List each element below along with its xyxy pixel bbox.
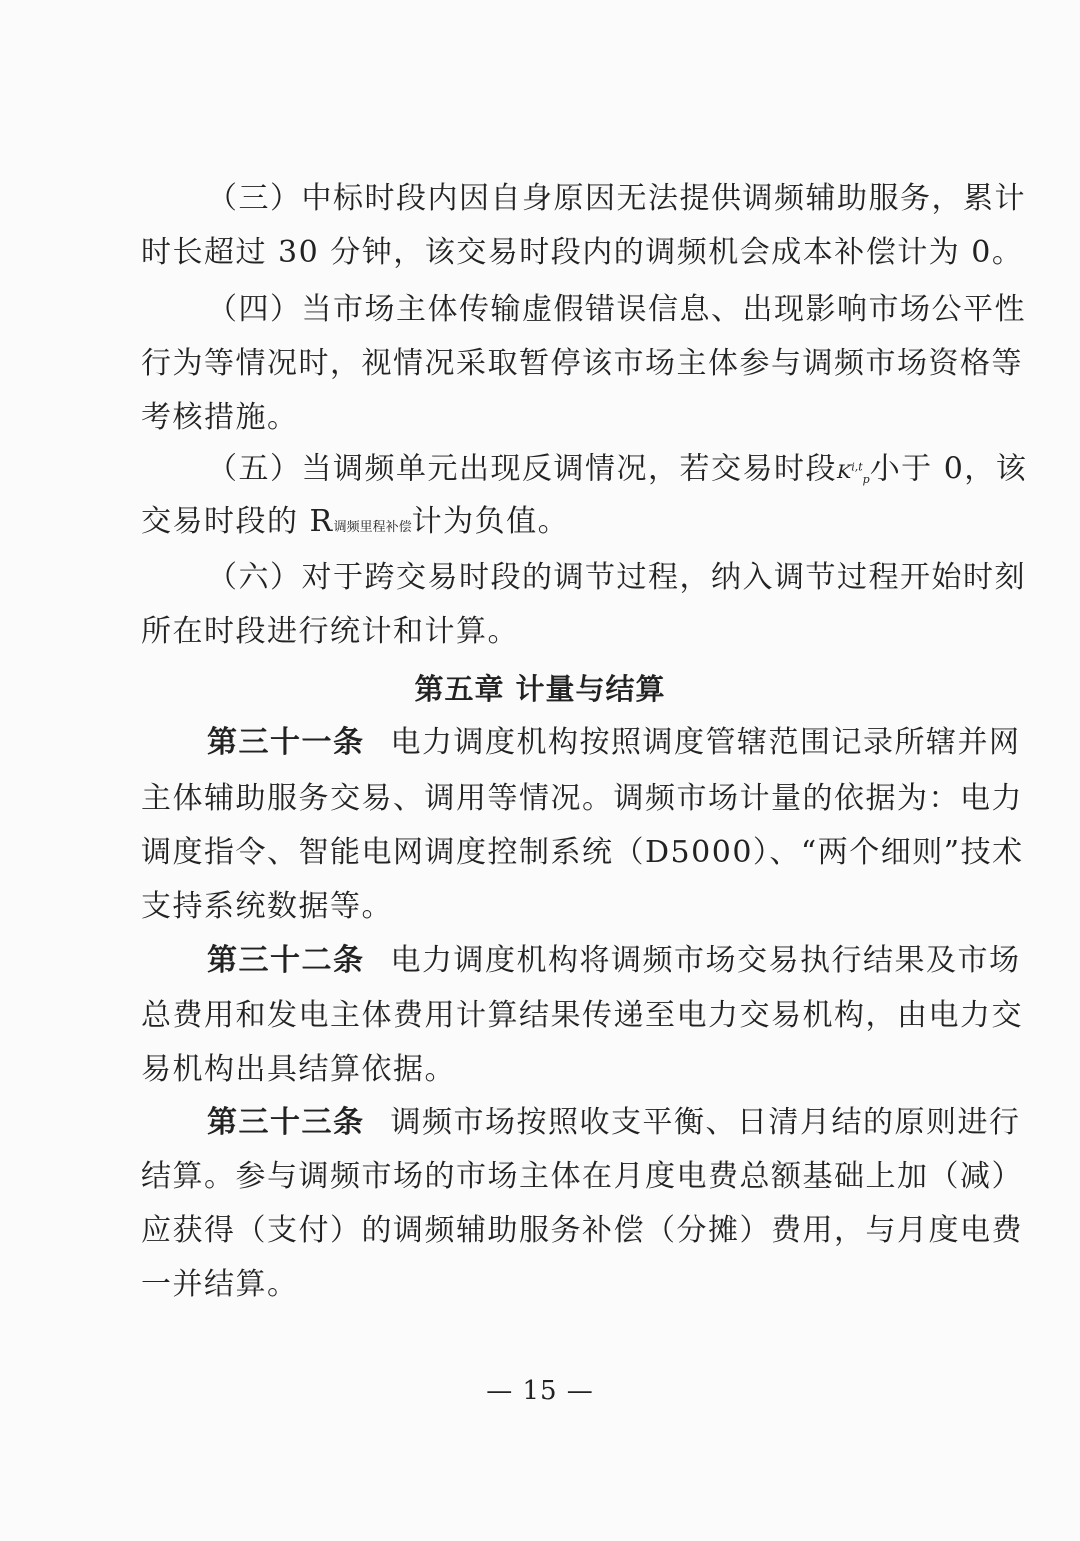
article-33-line-4: 一并结算。 xyxy=(141,1267,299,1302)
article-31-line-3: 调度指令、智能电网调度控制系统（D5000）、“两个细则”技术 xyxy=(141,835,1024,870)
article-31-line-2: 主体辅助服务交易、调用等情况。调频市场计量的依据为：电力 xyxy=(141,781,1023,816)
clause-4-line-1: （四）当市场主体传输虚假错误信息、出现影响市场公平性 xyxy=(207,292,1026,327)
page-number: — 15 — xyxy=(486,1376,594,1406)
clause-5-line-2-post: 计为负值。 xyxy=(411,504,570,539)
article-32-line-1-text: 电力调度机构将调频市场交易执行结果及市场 xyxy=(390,943,1021,978)
clause-3-line-1: （三）中标时段内因自身原因无法提供调频辅助服务，累计 xyxy=(207,181,1026,216)
article-33-line-2: 结算。参与调频市场的市场主体在月度电费总额基础上加（减） xyxy=(141,1159,1023,1194)
article-33-label: 第三十三条 xyxy=(207,1105,365,1140)
clause-5-line-2 xyxy=(141,495,943,549)
article-31-label: 第三十一条 xyxy=(207,725,365,760)
article-33-line-1-text: 调频市场按照收支平衡、日清月结的原则进行 xyxy=(390,1105,1021,1140)
k-superscript: i,t xyxy=(851,461,863,474)
article-33-line-1 xyxy=(207,1096,1021,1150)
article-32-line-2: 总费用和发电主体费用计算结果传递至电力交易机构，由电力交 xyxy=(141,998,1023,1033)
clause-6-line-2: 所在时段进行统计和计算。 xyxy=(141,614,519,649)
r-subscript: 调频里程补偿 xyxy=(333,520,412,535)
article-31-line-4: 支持系统数据等。 xyxy=(141,889,393,924)
chapter-heading: 第五章 计量与结算 xyxy=(414,672,666,706)
article-32-label: 第三十二条 xyxy=(207,943,365,978)
clause-5-line-2-pre: 交易时段的 R xyxy=(141,504,334,539)
clause-5-text-post: 小于 0，该 xyxy=(869,451,1028,487)
article-32-line-1 xyxy=(207,934,1021,988)
k-symbol: K xyxy=(837,461,852,484)
clause-6-line-1: （六）对于跨交易时段的调节过程，纳入调节过程开始时刻 xyxy=(207,560,1026,595)
clause-5-line-1 xyxy=(207,441,1028,495)
article-31-line-1-text: 电力调度机构按照调度管辖范围记录所辖并网 xyxy=(390,725,1021,760)
k-formula xyxy=(837,461,870,487)
article-33-line-3: 应获得（支付）的调频辅助服务补偿（分摊）费用，与月度电费 xyxy=(141,1213,1023,1248)
article-32-line-3: 易机构出具结算依据。 xyxy=(141,1052,456,1087)
k-subscript: p xyxy=(862,473,870,487)
article-31-line-1 xyxy=(207,716,1021,770)
clause-4-line-2: 行为等情况时，视情况采取暂停该市场主体参与调频市场资格等 xyxy=(141,346,1023,381)
clause-5-text-pre: （五）当调频单元出现反调情况，若交易时段 xyxy=(207,451,837,487)
clause-4-line-3: 考核措施。 xyxy=(141,400,299,435)
clause-3-line-2: 时长超过 30 分钟，该交易时段内的调频机会成本补偿计为 0。 xyxy=(141,235,1024,270)
